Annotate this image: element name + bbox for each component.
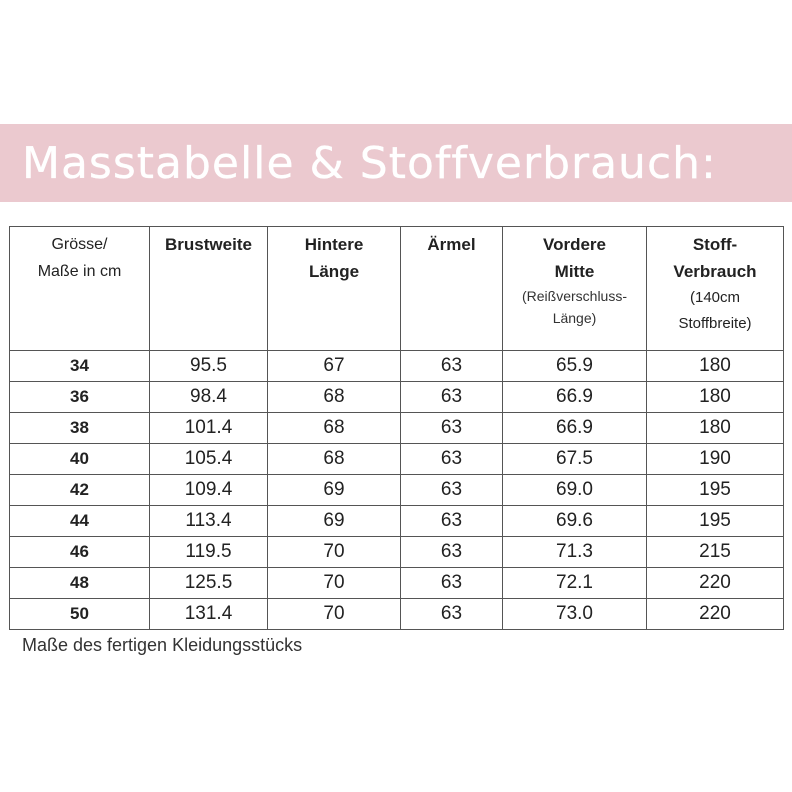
header-sleeve	[401, 227, 503, 351]
header-chest	[150, 227, 268, 351]
cell-fabric: 215	[647, 537, 784, 568]
cell-size: 44	[10, 506, 150, 537]
cell-fabric: 195	[647, 475, 784, 506]
cell-sleeve: 63	[401, 413, 503, 444]
header-fabric-line2: Verbrauch	[673, 262, 757, 281]
footnote: Maße des fertigen Kleidungsstücks	[22, 635, 303, 655]
cell-front: 72.1	[503, 568, 647, 599]
cell-fabric: 220	[647, 599, 784, 630]
table-row	[10, 475, 784, 506]
cell-front: 65.9	[503, 351, 647, 382]
cell-chest: 113.4	[150, 506, 268, 537]
header-sleeve-label: Ärmel	[427, 235, 476, 254]
cell-sleeve: 63	[401, 444, 503, 475]
size-table	[9, 226, 784, 630]
cell-back: 68	[268, 444, 401, 475]
cell-chest: 98.4	[150, 382, 268, 413]
table-row	[10, 568, 784, 599]
title-banner	[0, 124, 792, 202]
cell-sleeve: 63	[401, 537, 503, 568]
cell-front: 69.6	[503, 506, 647, 537]
cell-chest: 119.5	[150, 537, 268, 568]
table-row	[10, 382, 784, 413]
cell-chest: 125.5	[150, 568, 268, 599]
cell-size: 48	[10, 568, 150, 599]
table-header-row	[10, 227, 784, 351]
cell-sleeve: 63	[401, 599, 503, 630]
cell-back: 68	[268, 413, 401, 444]
cell-front: 66.9	[503, 413, 647, 444]
cell-sleeve: 63	[401, 475, 503, 506]
header-back-length	[268, 227, 401, 351]
cell-front: 69.0	[503, 475, 647, 506]
cell-sleeve: 63	[401, 351, 503, 382]
table-body	[10, 351, 784, 630]
header-size	[10, 227, 150, 351]
table-row	[10, 599, 784, 630]
header-fabric-note-line1: (140cm	[689, 289, 741, 306]
header-front-line2: Mitte	[554, 262, 595, 281]
cell-fabric: 190	[647, 444, 784, 475]
cell-back: 69	[268, 475, 401, 506]
cell-sleeve: 63	[401, 568, 503, 599]
cell-front: 73.0	[503, 599, 647, 630]
header-fabric	[647, 227, 784, 351]
cell-back: 67	[268, 351, 401, 382]
cell-back: 70	[268, 599, 401, 630]
cell-chest: 101.4	[150, 413, 268, 444]
table-row	[10, 413, 784, 444]
table-row	[10, 444, 784, 475]
cell-size: 46	[10, 537, 150, 568]
cell-chest: 105.4	[150, 444, 268, 475]
cell-chest: 95.5	[150, 351, 268, 382]
cell-fabric: 180	[647, 413, 784, 444]
cell-size: 50	[10, 599, 150, 630]
header-front-line1: Vordere	[543, 235, 606, 254]
cell-size: 40	[10, 444, 150, 475]
page-title: Masstabelle & Stoffverbrauch:	[22, 138, 717, 189]
header-back-line1: Hintere	[304, 235, 364, 254]
cell-fabric: 195	[647, 506, 784, 537]
cell-size: 34	[10, 351, 150, 382]
header-fabric-note-line2: Stoffbreite)	[678, 315, 752, 332]
cell-fabric: 220	[647, 568, 784, 599]
cell-back: 69	[268, 506, 401, 537]
header-back-line2: Länge	[308, 262, 360, 281]
header-fabric-line1: Stoff-	[692, 235, 738, 254]
cell-fabric: 180	[647, 382, 784, 413]
header-chest-label: Brustweite	[165, 235, 252, 254]
header-front	[503, 227, 647, 351]
header-front-note-line2: Länge)	[552, 310, 597, 326]
header-size-line2: Maße in cm	[37, 263, 122, 280]
table-row	[10, 351, 784, 382]
table-row	[10, 506, 784, 537]
cell-fabric: 180	[647, 351, 784, 382]
cell-front: 71.3	[503, 537, 647, 568]
cell-size: 38	[10, 413, 150, 444]
cell-chest: 109.4	[150, 475, 268, 506]
cell-front: 66.9	[503, 382, 647, 413]
cell-front: 67.5	[503, 444, 647, 475]
cell-size: 42	[10, 475, 150, 506]
cell-back: 70	[268, 568, 401, 599]
cell-back: 68	[268, 382, 401, 413]
cell-sleeve: 63	[401, 382, 503, 413]
header-front-note-line1: (Reißverschluss-	[521, 288, 627, 304]
cell-size: 36	[10, 382, 150, 413]
table-row	[10, 537, 784, 568]
cell-back: 70	[268, 537, 401, 568]
cell-sleeve: 63	[401, 506, 503, 537]
cell-chest: 131.4	[150, 599, 268, 630]
header-size-line1: Grösse/	[51, 236, 108, 253]
